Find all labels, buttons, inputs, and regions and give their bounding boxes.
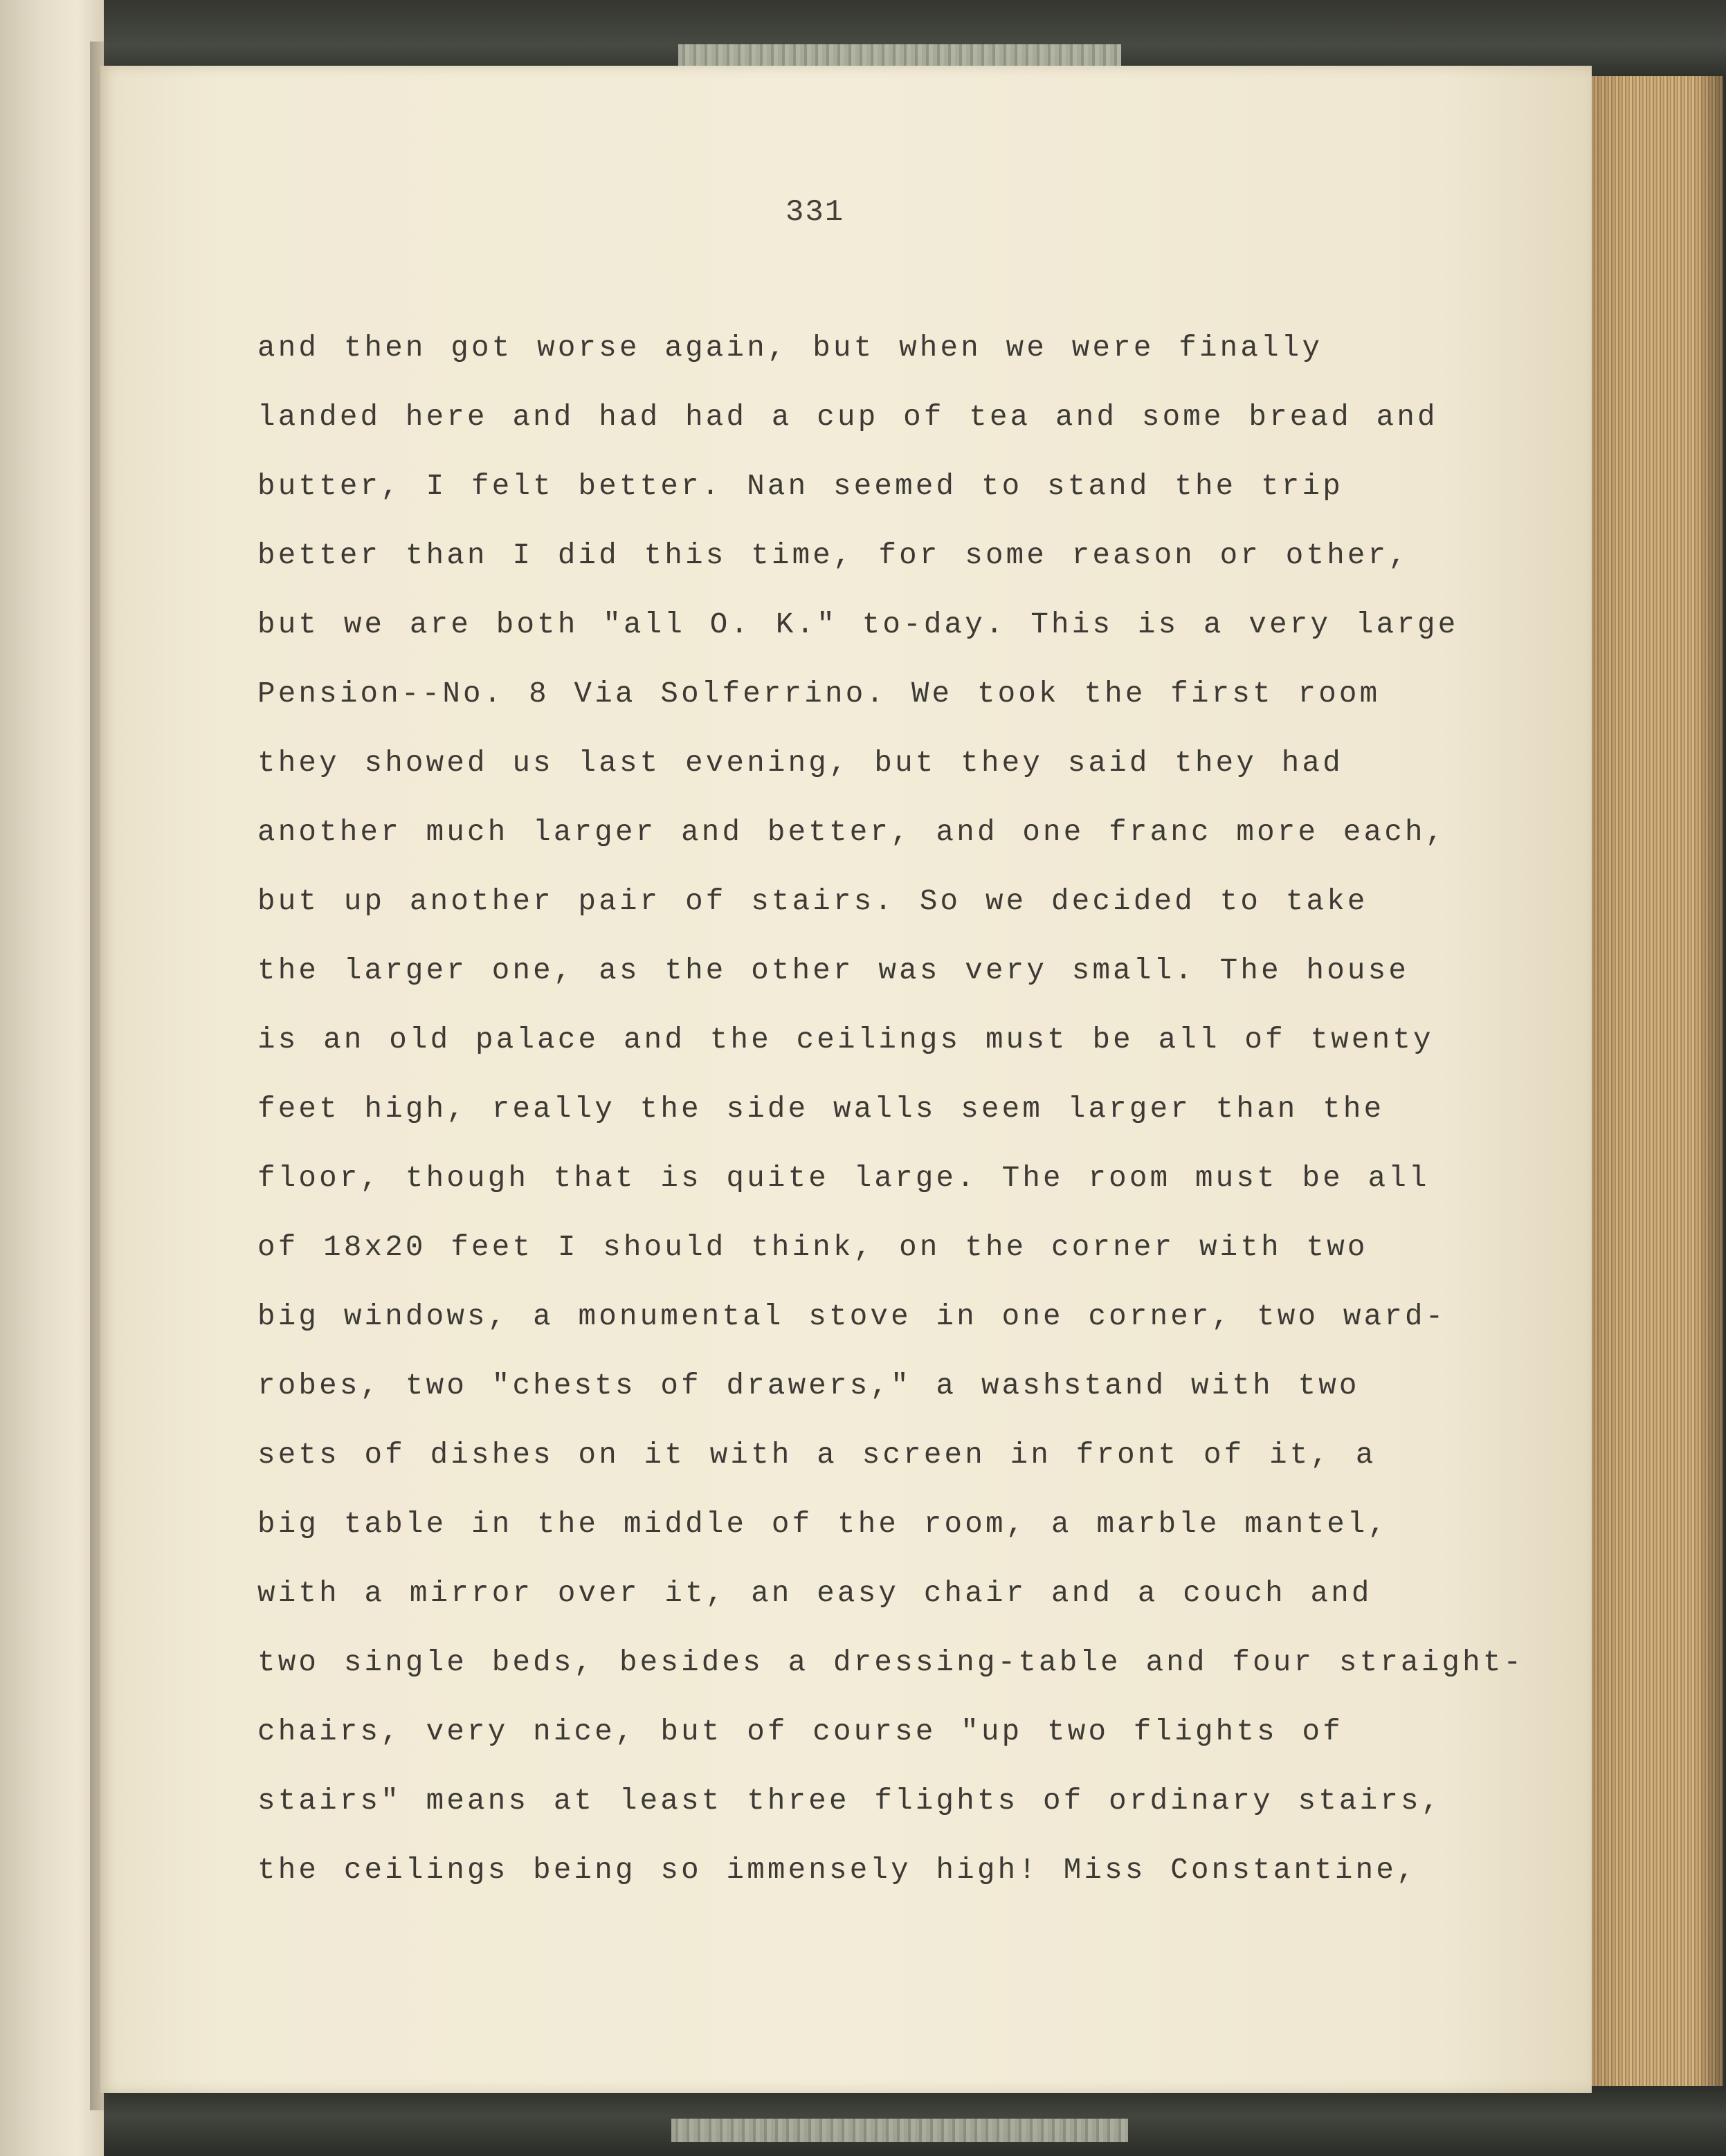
text-line: sets of dishes on it with a screen in front of it, a: [257, 1438, 1377, 1472]
text-line: but we are both "all O. K." to-day. This is a very large: [257, 608, 1459, 641]
text-line: is an old palace and the ceilings must be all of twenty: [257, 1023, 1434, 1057]
text-line: of 18x20 feet I should think, on the corner with two: [257, 1231, 1368, 1264]
text-line: big windows, a monumental stove in one corner, two ward-: [257, 1300, 1446, 1333]
spine-tape-bottom: [671, 2119, 1128, 2142]
text-line: but up another pair of stairs. So we decided to take: [257, 885, 1368, 918]
text-line: with a mirror over it, an easy chair and a couch and: [257, 1577, 1372, 1610]
typed-text-body: [257, 331, 1572, 1922]
text-line: the larger one, as the other was very small. The house: [257, 954, 1410, 987]
text-line: stairs" means at least three flights of ordinary stairs,: [257, 1784, 1442, 1818]
text-line: floor, though that is quite large. The room must be all: [257, 1162, 1430, 1195]
text-line: better than I did this time, for some reason or other,: [257, 539, 1410, 572]
page-stack-shade: [1585, 76, 1723, 2086]
text-line: feet high, really the side walls seem larger than the: [257, 1093, 1385, 1126]
text-line: robes, two "chests of drawers," a washstand with two: [257, 1369, 1360, 1403]
text-line: butter, I felt better. Nan seemed to stand the trip: [257, 470, 1343, 503]
text-line: the ceilings being so immensely high! Miss Constantine,: [257, 1854, 1417, 1887]
text-line: and then got worse again, but when we were finally: [257, 331, 1323, 365]
text-line: landed here and had had a cup of tea and some bread and: [257, 401, 1438, 434]
page-number: 331: [785, 195, 845, 230]
text-line: another much larger and better, and one franc more each,: [257, 816, 1446, 849]
previous-page-edge: [0, 0, 104, 2156]
text-line: they showed us last evening, but they said they had: [257, 747, 1343, 780]
text-line: chairs, very nice, but of course "up two flights of: [257, 1715, 1343, 1748]
text-line: Pension--No. 8 Via Solferrino. We took the first room: [257, 677, 1381, 711]
text-line: two single beds, besides a dressing-table and four straight-: [257, 1646, 1525, 1679]
text-line: big table in the middle of the room, a marble mantel,: [257, 1508, 1389, 1541]
